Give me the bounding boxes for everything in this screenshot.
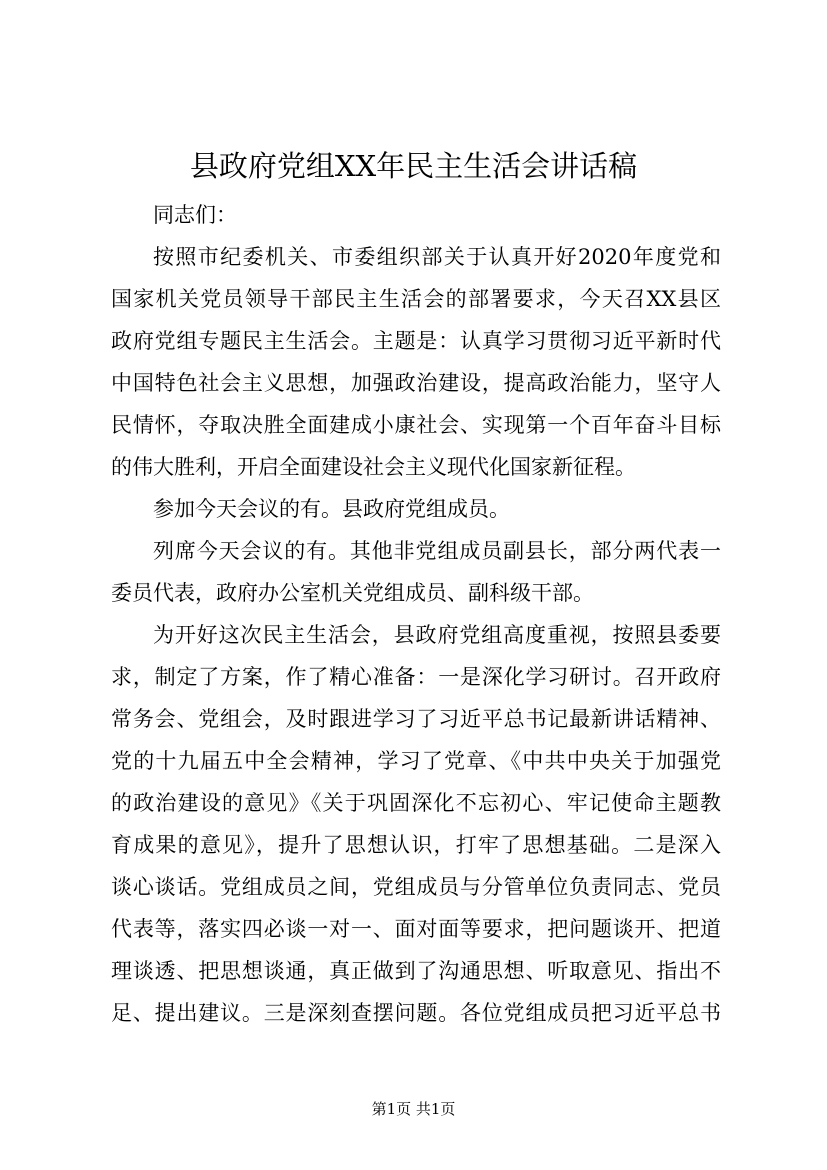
body-line: 足、提出建议。三是深刻查摆问题。各位党组成员把习近平总书: [111, 1001, 721, 1025]
body-line: 常务会、党组会，及时跟进学习了习近平总书记最新讲话精神、: [111, 707, 721, 731]
salutation-line: 同志们：: [153, 203, 237, 227]
body-line: 委员代表，政府办公室机关党组成员、副科级干部。: [111, 581, 594, 605]
body-line: 中国特色社会主义思想，加强政治建设，提高政治能力，坚守人: [111, 371, 721, 395]
body-line: 为开好这次民主生活会，县政府党组高度重视，按照县委要: [153, 623, 721, 647]
body-line: 的政治建设的意见》《关于巩固深化不忘初心、牢记使命主题教: [111, 791, 721, 815]
body-line: 列席今天会议的有。其他非党组成员副县长，部分两代表一: [153, 539, 721, 563]
body-line: 谈心谈话。党组成员之间，党组成员与分管单位负责同志、党员: [111, 875, 721, 899]
body-line: 代表等，落实四必谈一对一、面对面等要求，把问题谈开、把道: [111, 917, 721, 941]
body-line: 求，制定了方案，作了精心准备：一是深化学习研讨。召开政府: [111, 665, 721, 689]
body-line: 民情怀，夺取决胜全面建成小康社会、实现第一个百年奋斗目标: [111, 413, 721, 437]
body-line: 育成果的意见》，提升了思想认识，打牢了思想基础。二是深入: [111, 833, 721, 857]
body-line: 按照市纪委机关、市委组织部关于认真开好2020年度党和: [153, 245, 721, 269]
body-line: 政府党组专题民主生活会。主题是：认真学习贯彻习近平新时代: [111, 329, 721, 353]
body-line: 的伟大胜利，开启全面建设社会主义现代化国家新征程。: [111, 455, 636, 479]
body-line: 理谈透、把思想谈通，真正做到了沟通思想、听取意见、指出不: [111, 959, 721, 983]
body-line: 参加今天会议的有。县政府党组成员。: [153, 497, 510, 521]
page-footer: 第1页 共1页: [371, 1100, 456, 1118]
document-title: 县政府党组XX年民主生活会讲话稿: [189, 149, 638, 183]
body-line: 国家机关党员领导干部民主生活会的部署要求，今天召XX县区: [111, 287, 721, 311]
body-line: 党的十九届五中全会精神，学习了党章、《中共中央关于加强党: [111, 749, 721, 773]
